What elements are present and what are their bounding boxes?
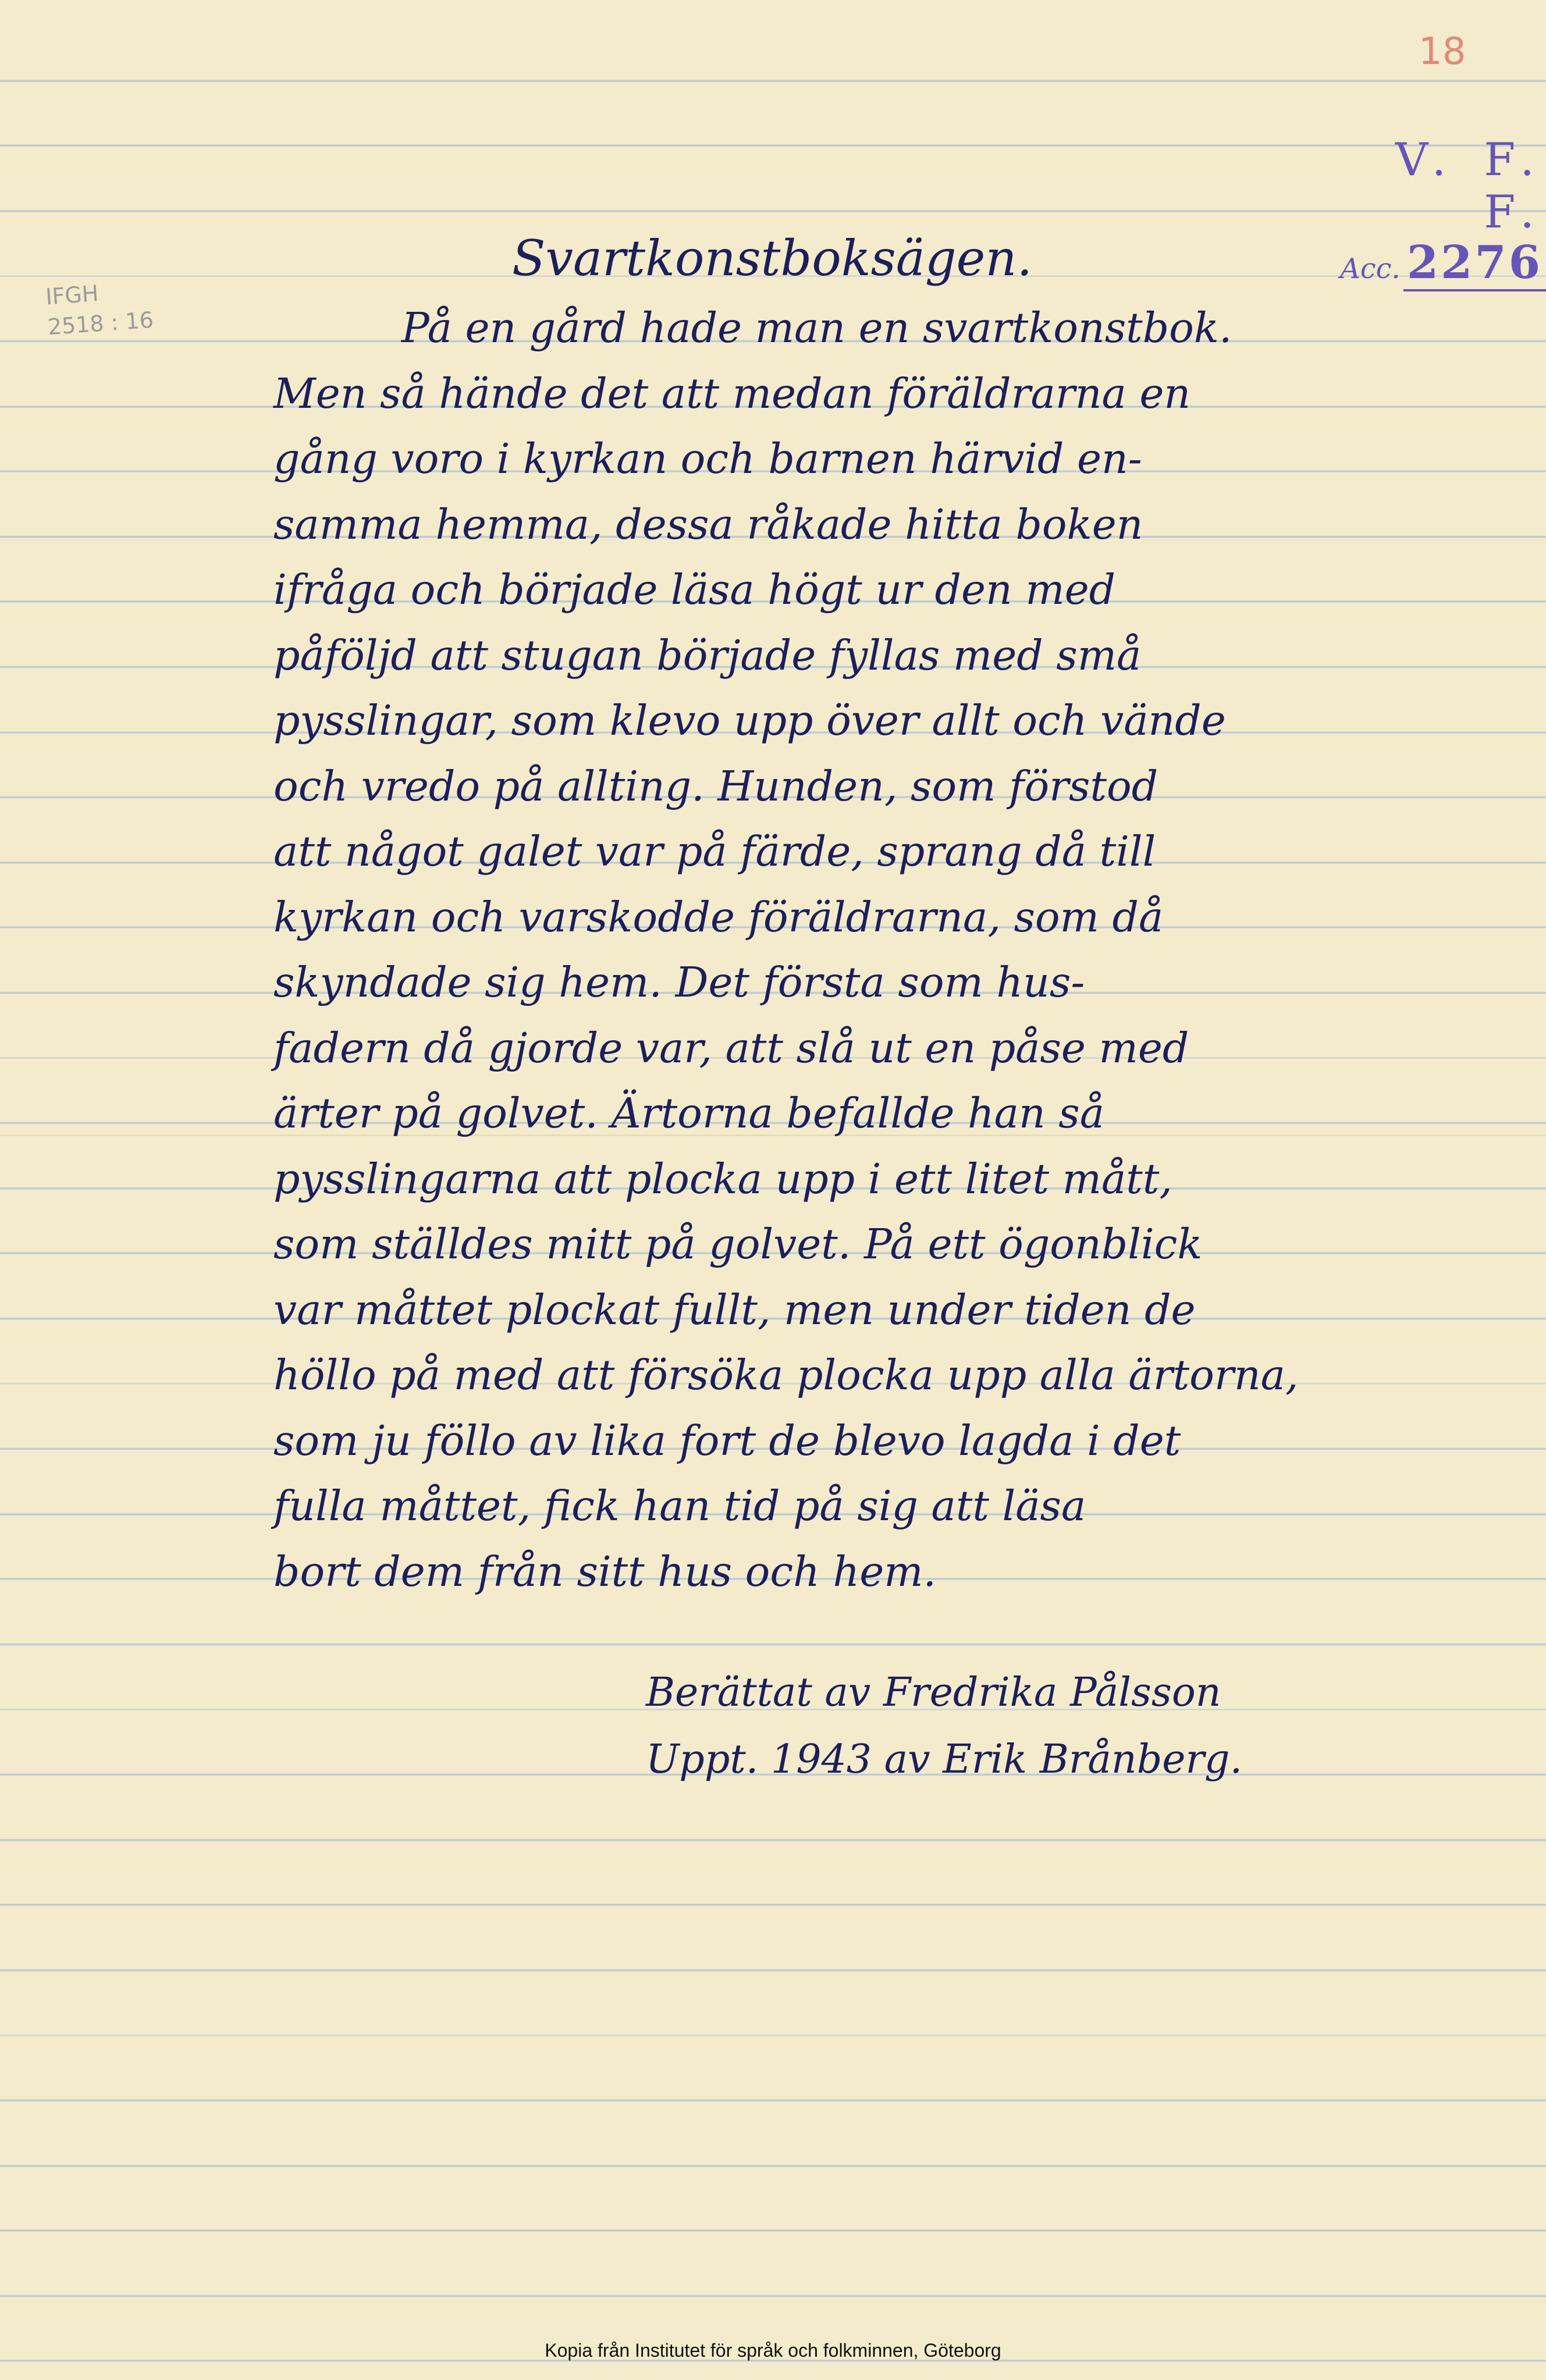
accession-number: 2276 xyxy=(1403,236,1546,291)
body-line: samma hemma, dessa råkade hitta boken xyxy=(273,500,1143,549)
body-line: pysslingarna att plocka upp i ett litet mått, xyxy=(273,1155,1172,1203)
body-line: som ställdes mitt på golvet. På ett ögonblick xyxy=(273,1220,1203,1268)
body-line: fadern då gjorde var, att slå ut en påse med xyxy=(273,1024,1189,1072)
pencil-note-line-1: IFGH xyxy=(44,280,99,310)
narrator-credit: Berättat av Fredrika Pålsson xyxy=(646,1670,1221,1716)
recording-credit: Uppt. 1943 av Erik Brånberg. xyxy=(646,1737,1243,1783)
story-title: Svartkonstboksägen. xyxy=(512,230,1033,287)
body-line: På en gård hade man en svartkonstbok. xyxy=(401,304,1232,352)
copy-footer: Kopia från Institutet för språk och folkminnen, Göteborg xyxy=(545,2340,1001,2361)
body-line: och vredo på allting. Hunden, som förstod xyxy=(273,762,1158,810)
accession-label: Acc. xyxy=(1340,252,1401,285)
pencil-reference-note xyxy=(45,275,155,342)
pencil-note-line-2: 2518 : 16 xyxy=(47,307,155,340)
body-line: höllo på med att försöka plocka upp alla ärtorna, xyxy=(273,1351,1299,1399)
body-line: påföljd att stugan började fyllas med små xyxy=(273,631,1142,680)
body-line: fulla måttet, fick han tid på sig att läsa xyxy=(273,1482,1086,1530)
body-line: att något galet var på färde, sprang då till xyxy=(273,827,1156,876)
body-line: skyndade sig hem. Det första som hus- xyxy=(273,958,1085,1006)
page-number: 18 xyxy=(1419,30,1466,73)
archive-stamp xyxy=(1321,134,1546,289)
body-line: var måttet plockat fullt, men under tiden de xyxy=(273,1286,1196,1334)
body-line: som ju föllo av lika fort de blevo lagda i det xyxy=(273,1417,1181,1465)
body-line: bort dem från sitt hus och hem. xyxy=(273,1547,937,1596)
body-line: ärter på golvet. Ärtorna befallde han så xyxy=(273,1089,1105,1137)
body-line: pysslingar, som klevo upp över allt och vände xyxy=(273,696,1226,745)
stamp-archive-initials: V. F. F. xyxy=(1395,134,1546,239)
body-line: ifråga och började läsa högt ur den med xyxy=(273,565,1116,614)
stamp-accession xyxy=(1321,236,1546,289)
body-line: gång voro i kyrkan och barnen härvid en- xyxy=(273,435,1142,483)
body-line: kyrkan och varskodde föräldrarna, som då xyxy=(273,893,1164,941)
body-line: Men så hände det att medan föräldrarna en xyxy=(273,369,1191,418)
